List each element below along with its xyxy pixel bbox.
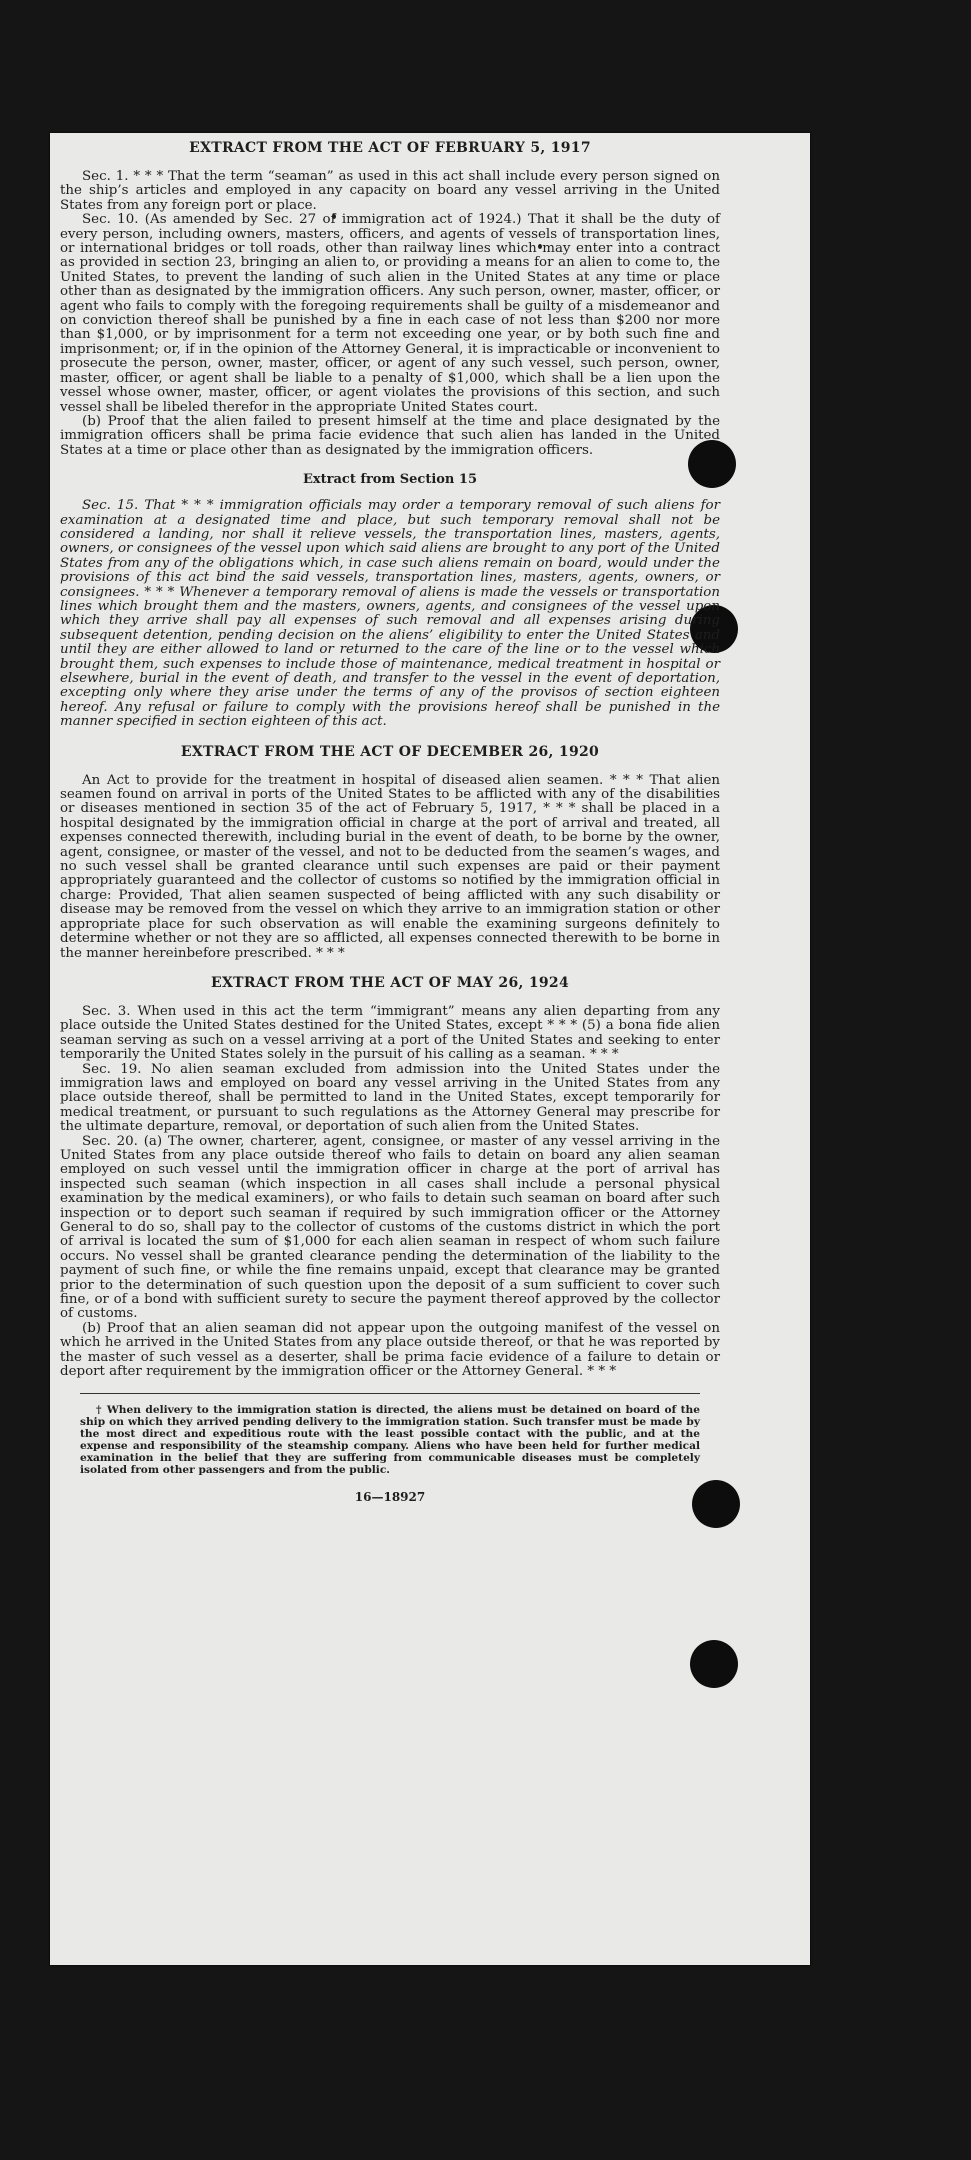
subheading-section-15: Extract from Section 15 xyxy=(302,472,478,488)
divider xyxy=(80,1393,700,1394)
paragraph-act-1920: An Act to provide for the treatment in hospital of diseased alien seamen. * * * That alien seamen found on arrival in ports of the United States to be afflicted with any of the disabilities or diseases mentioned in section 35 of the act of February 5, 1917, * * * shall be placed in a hospital designated by the immigration official in charge at the port of arrival and treated, all expenses connected therewith, including burial in the event of death, to be borne by the owner, agent, consignee, or master of the vessel, and not to be deducted from the seamen’s wages, and no such vessel shall be granted clearance until such expenses are paid or their payment appropriately guaranteed and the collector of customs so notified by the immigration official in charge: Provided, That alien seamen suspected of being afflicted with any such disability or disease may be removed from the vessel on which they arrive to an immigration station or other appropriate place for such observation as will enable the examining surgeons definitely to determine whether or not they are so afflicted, all expenses connected therewith to be borne in the manner hereinbefore prescribed. * * * xyxy=(60,772,720,961)
heading-act-1924: EXTRACT FROM THE ACT OF MAY 26, 1924 xyxy=(210,974,570,991)
heading-act-1920: EXTRACT FROM THE ACT OF DECEMBER 26, 1920 xyxy=(180,743,600,760)
footnote: † When delivery to the immigration station is directed, the aliens must be detained on board of the ship on which they arrived pending delivery to the immigration station. Such transfer must be made by the most direct and expeditious route with the least possible contact with the public, and at the expense and responsibility of the steamship company. Aliens who have been held for further medical examination in the belief that they are suffering from communicable diseases must be completely isolated from other passengers and from the public. xyxy=(80,1404,700,1477)
paragraph-sec-10: Sec. 10. (As amended by Sec. 27 of immigration act of 1924.) That it shall be the duty of every person, including owners, masters, officers, and agents of vessels of transportation lines, or international bridges or toll roads, other than railway lines which may enter into a contract as provided in section 23, bringing an alien to, or providing a means for an alien to come to, the United States, to prevent the landing of such alien in the United States at any time or place other than as designated by the immigration officers. Any such person, owner, master, officer, or agent who fails to comply with the foregoing requirements shall be guilty of a misdemeanor and on conviction thereof shall be punished by a fine in each case of not less than $200 nor more than $1,000, or by imprisonment for a term not exceeding one year, or by both such fine and imprisonment; or, if in the opinion of the Attorney General, it is impracticable or inconvenient to prosecute the person, owner, master, officer, or agent of any such vessel, such person, owner, master, officer, or agent shall be liable to a penalty of $1,000, which shall be a lien upon the vessel whose owner, master, officer, or agent violates the provisions of this section, and such vessel shall be libeled therefor in the appropriate United States court. xyxy=(60,212,720,415)
paragraph-sec-20a: Sec. 20. (a) The owner, charterer, agent, consignee, or master of any vessel arriving in the United States from any place outside thereof who fails to detain on board any alien seaman employed on such vessel until the immigration officer in charge at the port of arrival has inspected such seaman (which inspection in all cases shall include a personal physical examination by the medical examiners), or who fails to detain such seaman on board after such inspection or to deport such seaman if required by such immigration officer or the Attorney General to do so, shall pay to the collector of customs of the customs district in which the port of arrival is located the sum of $1,000 for each alien seaman in respect of whom such failure occurs. No vessel shall be granted clearance pending the determination of the liability to the payment of such fine, or while the fine remains unpaid, except that clearance may be granted prior to the determination of such question upon the deposit of a sum sufficient to cover such fine, or of a bond with sufficient surety to secure the payment thereof approved by the collector of customs. xyxy=(60,1133,720,1322)
paragraph-sec-20b: (b) Proof that an alien seaman did not appear upon the outgoing manifest of the vessel on which he arrived in the United States from any place outside thereof, or that he was reported by the master of such vessel as a deserter, shall be prima facie evidence of a failure to detain or deport after requirement by the immigration officer or the Attorney General. * * * xyxy=(60,1320,720,1380)
paragraph-sec-19: Sec. 19. No alien seaman excluded from admission into the United States under the immigration laws and employed on board any vessel arriving in the United States from any place outside thereof, shall be permitted to land in the United States, except temporarily for medical treatment, or pursuant to such regulations as the Attorney General may prescribe for the ultimate departure, removal, or deportation of such alien from the United States. xyxy=(60,1061,720,1135)
paragraph-sec-3: Sec. 3. When used in this act the term “immigrant” means any alien departing from any place outside the United States destined for the United States, except * * * (5) a bona fide alien seaman serving as such on a vessel arriving at a port of the United States and seeking to enter temporarily the United States solely in the pursuit of his calling as a seaman. * * * xyxy=(60,1003,720,1063)
punch-hole xyxy=(690,1640,738,1688)
heading-act-1917: EXTRACT FROM THE ACT OF FEBRUARY 5, 1917 xyxy=(189,140,591,156)
page-number: 16—18927 xyxy=(354,1490,426,1505)
paragraph-sec-10b: (b) Proof that the alien failed to present himself at the time and place designated by the immigration officers shall be prima facie evidence that such alien has landed in the United States at a time or place other than as designated by the immigration officers. xyxy=(60,413,720,458)
document-content xyxy=(60,140,720,1504)
paragraph-sec-1: Sec. 1. * * * That the term “seaman” as used in this act shall include every person signed on the ship’s articles and employed in any capacity on board any vessel arriving in the United States from any foreign port or place. xyxy=(60,169,720,213)
paragraph-sec-15: Sec. 15. That * * * immigration officials may order a temporary removal of such aliens for examination at a designated time and place, but such temporary removal shall not be considered a landing, nor shall it relieve vessels, the transportation lines, masters, agents, owners, or consignees of the vessel upon which said aliens are brought to any port of the United States from any of the obligations which, in case such aliens remain on board, would under the provisions of this act bind the said vessels, transportation lines, masters, agents, owners, or consignees. * * * Whenever a temporary removal of aliens is made the vessels or transportation lines which brought them and the masters, owners, agents, and consignees of the vessel upon which they arrive shall pay all expenses of such removal and all expenses arising during subsequent detention, pending decision on the aliens’ eligibility to enter the United States and until they are either allowed to land or returned to the care of the line or to the vessel which brought them, such expenses to include those of maintenance, medical treatment in hospital or elsewhere, burial in the event of death, and transfer to the vessel in the event of deportation, excepting only where they arise under the terms of any of the provisos of section eighteen hereof. Any refusal or failure to comply with the provisions hereof shall be punished in the manner specified in section eighteen of this act. xyxy=(60,498,720,730)
